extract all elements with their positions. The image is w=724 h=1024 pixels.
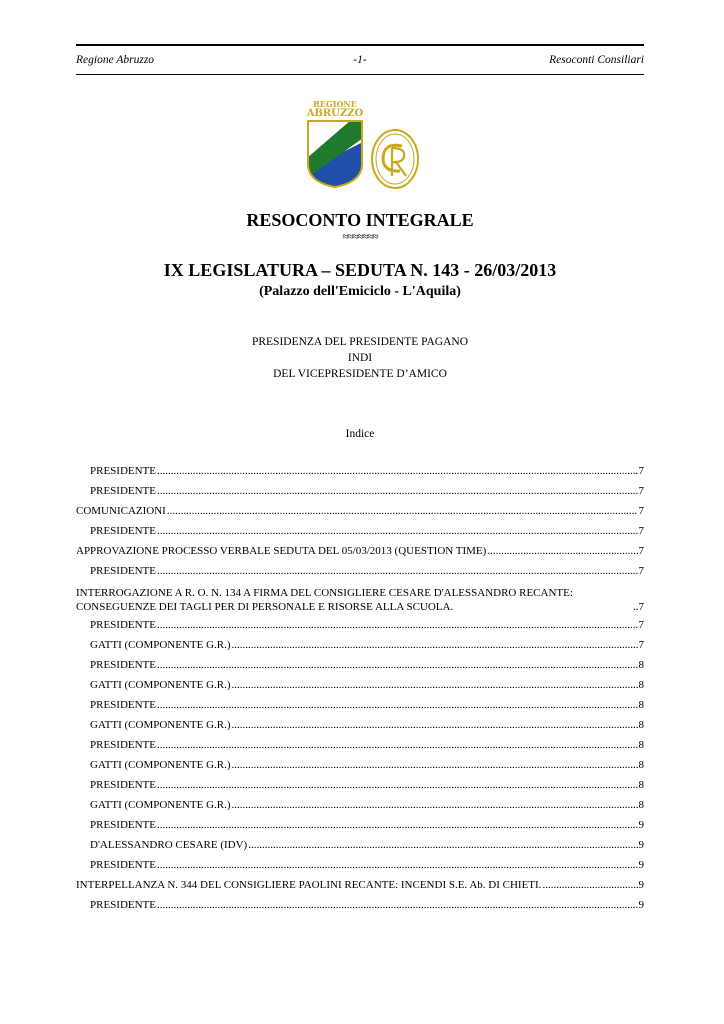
toc-leader-dots — [157, 898, 638, 912]
toc-leader-dots — [157, 524, 638, 538]
toc-entry[interactable] — [76, 798, 644, 812]
toc-entry-title: PRESIDENTE — [90, 779, 156, 791]
toc-entry-page: 7 — [638, 465, 644, 477]
toc-entry-page: 8 — [638, 699, 644, 711]
toc-entry-title: APPROVAZIONE PROCESSO VERBALE SEDUTA DEL 05/03/2013 (QUESTION TIME) — [76, 545, 487, 557]
toc-entry[interactable] — [76, 898, 644, 912]
toc-entry-page: 8 — [638, 739, 644, 751]
toc-entry-page: 7 — [638, 639, 644, 651]
toc-leader-dots — [232, 758, 638, 772]
toc-entry[interactable] — [76, 758, 644, 772]
toc-entry[interactable] — [76, 638, 644, 652]
toc-entry-title: INTERROGAZIONE A R. O. N. 134 A FIRMA DEL CONSIGLIERE CESARE D'ALESSANDRO RECANTE: CONSEGUENZE DEI TAGLI PER DI PERSONALE E RISORSE ALLA SCUOLA. — [76, 587, 573, 613]
toc-entry-page: 7 — [638, 565, 644, 577]
toc-entry-page: 9 — [638, 819, 644, 831]
logo-line1: REGIONE — [313, 99, 357, 109]
toc-entry-title: D'ALESSANDRO CESARE (IDV) — [90, 839, 248, 851]
toc-leader-dots — [157, 818, 638, 832]
toc-entry-page: 8 — [638, 779, 644, 791]
toc-entry[interactable] — [76, 718, 644, 732]
toc-leader-dots — [542, 878, 637, 892]
toc-entry[interactable] — [76, 504, 644, 518]
regione-abruzzo-logo — [305, 100, 365, 192]
toc-entry-page: 8 — [638, 679, 644, 691]
toc-entry-title: COMUNICAZIONI — [76, 505, 166, 517]
toc-leader-dots — [633, 600, 638, 614]
toc-entry-title: GATTI (COMPONENTE G.R.) — [90, 679, 231, 691]
toc-entry-title: PRESIDENTE — [90, 739, 156, 751]
toc-entry-page: 7 — [638, 525, 644, 537]
toc-leader-dots — [157, 858, 638, 872]
toc-entry-title: PRESIDENTE — [90, 899, 156, 911]
toc-leader-dots — [157, 484, 638, 498]
consiglio-regionale-icon — [370, 128, 420, 190]
toc-entry[interactable] — [76, 618, 644, 632]
toc-leader-dots — [487, 544, 637, 558]
toc-entry[interactable] — [76, 658, 644, 672]
session-heading: IX LEGISLATURA – SEDUTA N. 143 - 26/03/2013 — [163, 260, 557, 280]
toc-entry-title: PRESIDENTE — [90, 619, 156, 631]
toc-entry[interactable] — [76, 818, 644, 832]
toc-leader-dots — [157, 618, 638, 632]
toc-entry-page: 7 — [638, 505, 644, 517]
toc-entry-title: PRESIDENTE — [90, 859, 156, 871]
presidency-line: PRESIDENZA DEL PRESIDENTE PAGANO — [251, 336, 469, 348]
logos — [300, 100, 430, 196]
toc-entry-title: PRESIDENTE — [90, 485, 156, 497]
toc-entry-title: GATTI (COMPONENTE G.R.) — [90, 799, 231, 811]
toc-entry[interactable] — [76, 586, 644, 614]
document-title: RESOCONTO INTEGRALE — [246, 210, 474, 230]
toc-entry-page: 9 — [638, 839, 644, 851]
toc-leader-dots — [232, 638, 638, 652]
toc-leader-dots — [157, 464, 638, 478]
toc-entry[interactable] — [76, 738, 644, 752]
toc-entry-title: PRESIDENTE — [90, 819, 156, 831]
title-divider: ≈≈≈≈≈≈≈ — [342, 231, 378, 243]
logo-line2: ABRUZZO — [306, 108, 364, 119]
presidency-line: DEL VICEPRESIDENTE D’AMICO — [273, 368, 447, 380]
toc-entry-page: 7 — [638, 601, 644, 613]
abruzzo-shield-icon — [307, 120, 363, 188]
toc-entry[interactable] — [76, 838, 644, 852]
toc-entry[interactable] — [76, 698, 644, 712]
toc-entry-page: 8 — [638, 799, 644, 811]
toc-entry-page: 9 — [638, 879, 644, 891]
toc-entry-title: GATTI (COMPONENTE G.R.) — [90, 759, 231, 771]
toc-entry[interactable] — [76, 678, 644, 692]
toc-entry-page: 7 — [638, 619, 644, 631]
session-place: (Palazzo dell'Emiciclo - L'Aquila) — [259, 284, 461, 299]
toc-entry[interactable] — [76, 484, 644, 498]
index-heading: Indice — [345, 428, 375, 440]
toc-leader-dots — [157, 698, 638, 712]
toc-entry[interactable] — [76, 564, 644, 578]
toc-leader-dots — [167, 504, 638, 518]
toc-entry-title: PRESIDENTE — [90, 659, 156, 671]
toc-entry-page: 9 — [638, 859, 644, 871]
toc-leader-dots — [157, 564, 638, 578]
toc-entry[interactable] — [76, 858, 644, 872]
toc-leader-dots — [232, 798, 638, 812]
toc-entry-title: GATTI (COMPONENTE G.R.) — [90, 639, 231, 651]
toc-leader-dots — [157, 778, 638, 792]
toc-entry-page: 8 — [638, 659, 644, 671]
toc-entry[interactable] — [76, 544, 644, 558]
toc-leader-dots — [157, 658, 638, 672]
toc-entry[interactable] — [76, 524, 644, 538]
toc-leader-dots — [232, 718, 638, 732]
toc-entry-title: PRESIDENTE — [90, 699, 156, 711]
toc-entry-title: GATTI (COMPONENTE G.R.) — [90, 719, 231, 731]
header-page-number: -1- — [353, 54, 367, 66]
toc-leader-dots — [157, 738, 638, 752]
toc-entry[interactable] — [76, 878, 644, 892]
toc-leader-dots — [248, 838, 637, 852]
presidency-block — [76, 334, 644, 382]
header-publication: Resoconti Consiliari — [549, 54, 644, 66]
toc-entry-page: 8 — [638, 719, 644, 731]
toc-entry-title: PRESIDENTE — [90, 525, 156, 537]
toc-leader-dots — [232, 678, 638, 692]
toc-entry-title: PRESIDENTE — [90, 465, 156, 477]
toc-entry-title: INTERPELLANZA N. 344 DEL CONSIGLIERE PAOLINI RECANTE: INCENDI S.E. Ab. DI CHIETI. — [76, 879, 542, 891]
toc-entry-page: 9 — [638, 899, 644, 911]
toc-entry[interactable] — [76, 778, 644, 792]
toc-entry-page: 7 — [638, 545, 644, 557]
toc-entry-page: 8 — [638, 759, 644, 771]
toc-entry-page: 7 — [638, 485, 644, 497]
header-region: Regione Abruzzo — [76, 54, 155, 66]
toc-entry-title: PRESIDENTE — [90, 565, 156, 577]
toc-entry[interactable] — [76, 464, 644, 478]
page-header — [76, 44, 644, 75]
presidency-line: INDI — [347, 352, 373, 364]
